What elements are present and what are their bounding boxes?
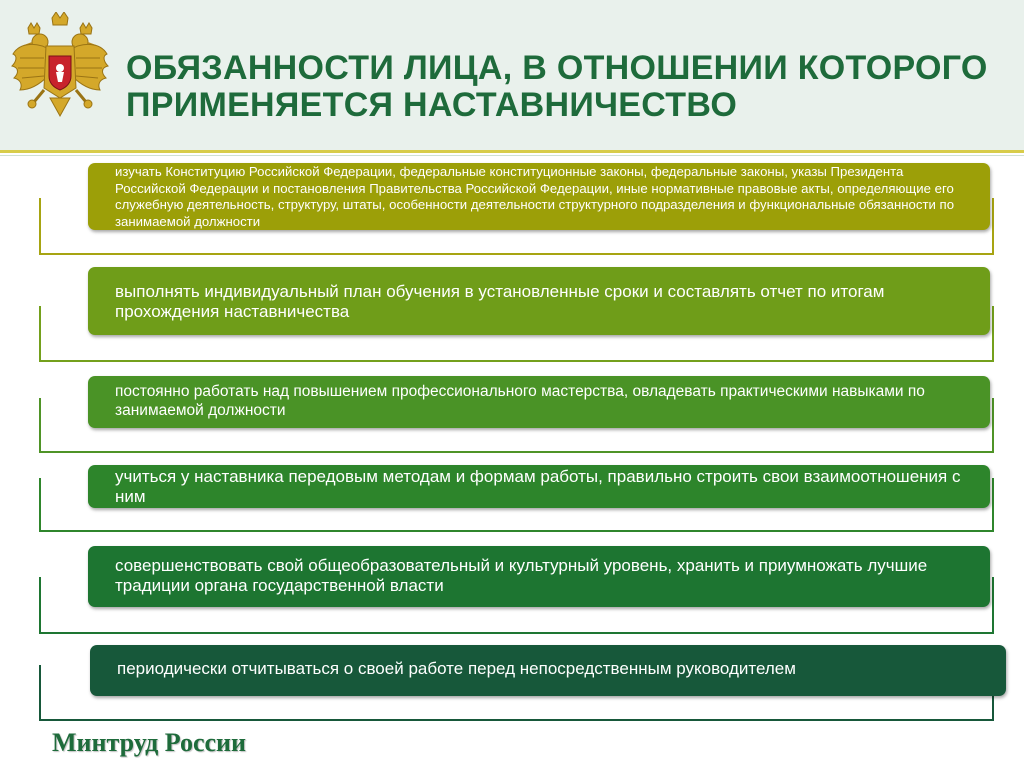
duty-item-3-text: постоянно работать над повышением профессионального мастерства, овладевать практическими навыками по занимаемой должности [115, 383, 925, 419]
duty-item-4 [88, 465, 990, 508]
page-title-line2: ПРИМЕНЯЕТСЯ НАСТАВНИЧЕСТВО [126, 86, 738, 124]
duty-item-2-text: выполнять индивидуальный план обучения в установленные сроки и составлять отчет по итогам прохождения наставничества [115, 282, 885, 321]
duty-item-6-text: периодически отчитываться о своей работе перед непосредственным руководителем [117, 659, 796, 678]
russian-coat-of-arms-icon [10, 12, 110, 124]
footer-organization: Минтруд России [52, 728, 246, 757]
header-divider-thin [0, 155, 1024, 156]
duty-item-1 [88, 163, 990, 230]
duty-item-1-text: изучать Конституцию Российской Федерации, федеральные конституционные законы, федеральные законы, указы Президента Российской Федерации и постановления Правительства Российской Федерации, иные нормативные правовые акты, определяющие его служебную деятельность, структуру, штаты, особенности деятельности структурного подразделения и функциональные обязанности по занимаемой должности [115, 164, 955, 229]
duty-item-4-text: учиться у наставника передовым методам и формам работы, правильно строить свои взаимоотношения с ним [115, 467, 961, 506]
duty-item-5 [88, 546, 990, 607]
duty-item-3 [88, 376, 990, 428]
header-divider [0, 150, 1024, 153]
duty-item-5-text: совершенствовать свой общеобразовательный и культурный уровень, хранить и приумножать лучшие традиции органа государственной власти [115, 556, 928, 595]
page-title-line1: ОБЯЗАННОСТИ ЛИЦА, В ОТНОШЕНИИ КОТОРОГО [126, 49, 988, 87]
page-title [126, 50, 1006, 124]
duty-item-6 [90, 645, 1006, 696]
duty-item-2 [88, 267, 990, 335]
